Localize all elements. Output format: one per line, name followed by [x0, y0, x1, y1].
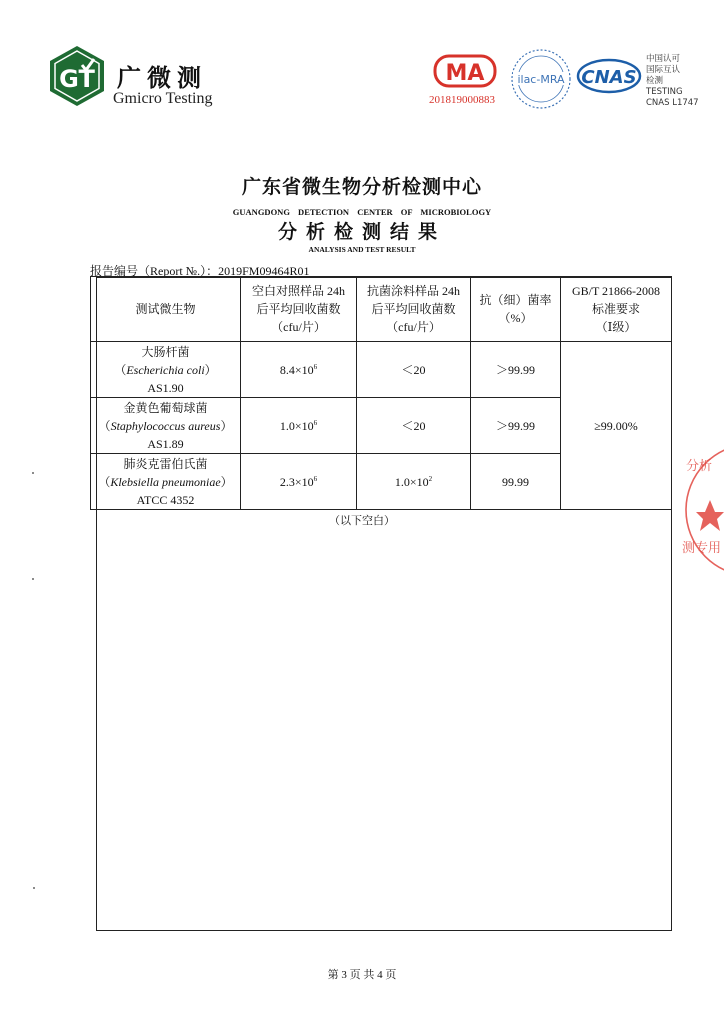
cnas-line: CNAS L1747	[646, 98, 699, 108]
cnas-line: TESTING	[646, 87, 683, 97]
cnas-line: 检测	[646, 76, 664, 86]
result-title-cn: 分析检测结果	[277, 221, 446, 243]
result-title-en: ANALYSIS AND TEST RESULT	[308, 245, 416, 254]
cma-certificate-number: 201819000883	[429, 94, 495, 106]
table-row	[91, 342, 672, 398]
microorganism-cell: 金黄色葡萄球菌 （Staphylococcus aureus） AS1.89	[91, 398, 241, 454]
cma-mark-icon	[433, 54, 497, 88]
cnas-line: 国际互认	[646, 65, 681, 75]
ilac-mra-mark-icon	[510, 48, 572, 110]
svg-text:GT: GT	[59, 65, 95, 93]
header-blank-control: 空白对照样品 24h 后平均回收菌数 （cfu/片）	[241, 277, 357, 342]
rate-cell: ＞99.99	[471, 398, 561, 454]
sample-count-cell: ＜20	[357, 398, 471, 454]
rate-cell: ＞99.99	[471, 342, 561, 398]
blank-count-cell: $2.3\times 10^6$	[241, 454, 357, 510]
seal-stamp-icon	[680, 440, 724, 580]
cnas-accreditation-text	[646, 54, 699, 109]
scan-speck	[32, 578, 34, 580]
sample-count-cell: $1.0\times 10^2$	[357, 454, 471, 510]
cnas-line: 中国认可	[646, 54, 681, 64]
svg-text:MA: MA	[445, 61, 485, 86]
blank-below-note: （以下空白）	[329, 515, 395, 527]
microorganism-cell: 肺炎克雷伯氏菌 （Klebsiella pneumoniae） ATCC 4352	[91, 454, 241, 510]
blank-count-cell: $8.4\times 10^6$	[241, 342, 357, 398]
header-antibacterial-sample: 抗菌涂料样品 24h 后平均回收菌数 （cfu/片）	[357, 277, 471, 342]
standard-cell: ≥99.00%	[561, 342, 672, 510]
page-number: 第 3 页 共 4 页	[327, 969, 397, 981]
svg-text:ilac-MRA: ilac-MRA	[517, 73, 565, 86]
header-standard: GB/T 21866-2008 标准要求 （Ⅰ级）	[561, 277, 672, 342]
gmicro-logo-icon	[48, 45, 106, 107]
blank-count-cell: $1.0\times 10^6$	[241, 398, 357, 454]
header-antibacterial-rate: 抗（细）菌率 （%）	[471, 277, 561, 342]
scan-speck	[32, 472, 34, 474]
center-title-en: GUANGDONG DETECTION CENTER OF MICROBIOLOGY	[232, 207, 492, 217]
microorganism-cell: 大肠杆菌 （Escherichia coli） AS1.90	[91, 342, 241, 398]
svg-text:CNAS: CNAS	[581, 67, 637, 88]
sample-count-cell: ＜20	[357, 342, 471, 398]
brand-name-cn: 广微测	[117, 64, 207, 92]
table-header-row	[91, 277, 672, 342]
result-table	[90, 276, 672, 510]
seal-text: 测专用	[682, 541, 722, 556]
rate-cell: 99.99	[471, 454, 561, 510]
header-microorganism: 测试微生物	[91, 277, 241, 342]
brand-name-en: Gmicro Testing	[113, 90, 213, 107]
cnas-mark-icon	[576, 57, 642, 95]
center-title-cn: 广东省微生物分析检测中心	[241, 176, 482, 198]
report-number: 报告编号（Report №.）：2019FM09464R01	[90, 264, 310, 278]
seal-text: 分析	[686, 459, 713, 474]
scan-speck	[33, 887, 35, 889]
